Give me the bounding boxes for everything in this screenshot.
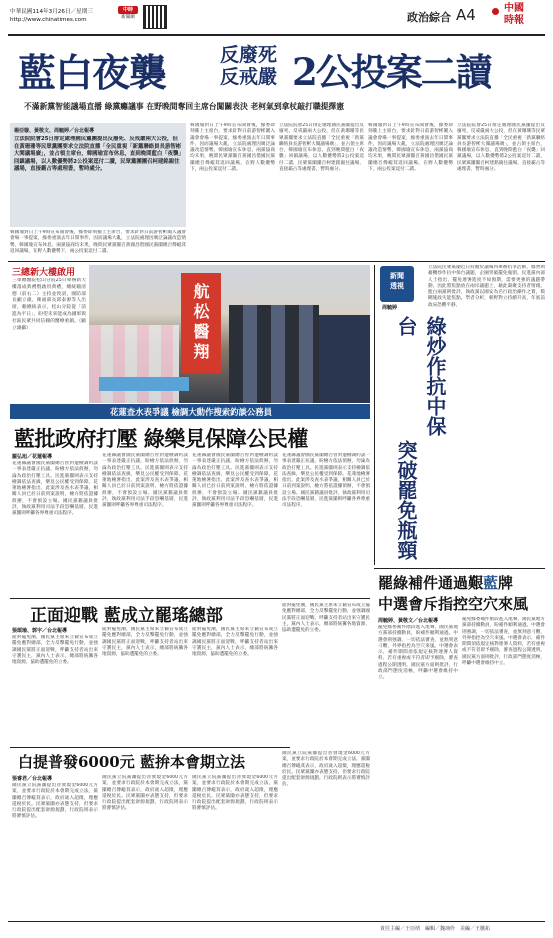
story3-byline: 張頌瑜、郭宇／台北報導	[12, 628, 68, 634]
column-tag	[380, 266, 414, 302]
story5-headline-bottom: 中選會斥指控空穴來風	[378, 595, 529, 613]
story5-headline-top	[378, 572, 513, 593]
headline-subhead: 不滿新黨智能議場直播 綠黨癱議事 在野晚間奪回主席台闖關表決 老柯氣到拿杖敲打職提擇憲	[24, 102, 345, 111]
china-times-brand-logo: 中國 時報	[504, 3, 524, 26]
column-tag-line2: 透視	[390, 282, 404, 290]
column-text: 立法院民眾黨團近日持續於議場內舉辦抗爭活動，綠營則藉機炒作抗中保台議題，企圖突破罷免瓶頸。民進黨內部人士指出，罷免連署進度不如預期，需要更強的議題帶動，因此將焦點放在兩岸議題上，藉此凝聚支持者情緒。藍白兩黨則批評，執政黨以國安為名行政治操作之實，模糊施政失能焦點。學者分析，朝野對立持續升高，年底前政局恐難平靜。	[428, 265, 545, 308]
photo-people-right	[319, 315, 370, 403]
divider-story4	[10, 747, 290, 748]
photo-crowd-left	[89, 325, 179, 403]
lede-body-text: 韓國瑜對日上午9時宣布開會後，綠委即刻衝上主席台，要求針對日前游智彬闖入議會會場一事提案，綠委重演去年日間事件，因而議場大亂，立法院處理因廣泛論議改造情勢，韓國瑜宣布休息，兩黨協商均未果，晚間民眾黨團召黃國昌偕國民黨團總召傅崐萁返回議場，在野人數優勢下，兩公投案逕付二讀。	[10, 230, 186, 254]
site-url: http://www.chinatimes.com	[10, 17, 87, 23]
main-headline	[8, 38, 545, 98]
lede-box	[10, 123, 186, 227]
photo-chairs	[99, 377, 189, 391]
story5-headline-blue: 藍	[483, 574, 499, 592]
article-main-col4: 韓國瑜對日上午9時宣布開會後，綠委即刻衝上主席台，要求針對日前游智彬闖入議會會場一事提案，綠委重演去年日間事件，因而議場大亂，立法院處理因廣泛論議改造情勢，韓國瑜宣布休息，兩黨協商均未果，晚間民眾黨團召黃國昌偕國民黨團總召傅崐萁返回議場，在野人數優勢下，兩公投案逕付二讀。	[368, 123, 453, 173]
photo-caption: 花蓮查水表爭議 檢調大動作搜索釣談公務員	[110, 407, 273, 417]
masthead-rule	[8, 34, 545, 36]
section-divider	[8, 261, 545, 262]
article-main-col5: 立法院院會25日排定處理國民黨團提出反廢死、反戒嚴兩大公投，但在黃珊珊等民眾黨團要求立法院直播「全民重視「新黨聯絡員長游智彬大閱議場廣」，並占領主席台，韓國瑜宣布休息，直到晚間藍白「夜襲」回鎮議場，以人數優勢將2公投案逕付二讀，民眾黨團團召柯建銘親往議場，直接霸占等處理書，暫時處分。	[457, 123, 545, 173]
story3-col1: 面對罷免潮，國民黨主席朱立倫宣布成立罷免應對總部，全力反擊罷免行動，並強調國民黨將正面迎戰，呼籲支持者站出來守護民主，黨內人士表示，總部將統籌各地資源，協助遭罷免的立委。	[12, 635, 98, 666]
story5-col1: 罷免綠委補件階段進入尾聲，國民黨地方黨部持續動員，盼補件順利通過。中選會則強調，一切依法審查，並無刻意刁難，外界指控為空穴來風。中選會表示，補件期間須依規定核對連署人資料，若有重複或不符者即予剔除，審查過程公開透明。國民黨方面則批評，行政部門態度消極，呼籲中選會維持中立。	[378, 625, 458, 681]
story4-col1: 國民黨立院黨團提出普發現金6000元方案，並要求行政院於本會期完成立法，黨團總召傅崐萁表示，政府歲入超徵，理應還稅於民。民眾黨團亦表態支持，但要求行政院提出配套財源規劃，行政院則表示將審慎評估。	[12, 783, 98, 820]
headline-part-right: 2公投案二讀	[292, 50, 491, 94]
lede-text: 立法院院會25日排定處理國民黨團提出反廢死、反戒嚴兩大公投，但在黃珊珊等民眾黨團要求立法院直播「全民重視「新黨聯絡員長游智彬大閱議場廣」，並占領主席台，韓國瑜宣布休息，直到晚間藍白「夜襲」回鎮議場，以人數優勢將2公投案逕付二讀，民眾黨團團召柯建銘親往議場，直接霸占等處理書，暫時處分。	[14, 136, 182, 173]
qr-code-icon	[143, 5, 167, 29]
story3-headline: 正面迎戰 藍成立罷瑤總部	[30, 606, 223, 626]
article-main-col2: 韓國瑜對日上午9時宣布開會後，綠委即刻衝上主席台，要求針對日前游智彬闖入議會會場一事提案，綠委重演去年日間事件，因而議場大亂，立法院處理因廣泛論議改造情勢，韓國瑜宣布休息，兩黨協商均未果，晚間民眾黨團召黃國昌偕國民黨團總召傅崐萁返回議場，在野人數優勢下，兩公投案逕付二讀。	[190, 123, 275, 173]
date-line: 中華民國114年3月26日／星期三	[10, 9, 93, 15]
photo-sign-text: 航松醫翔	[191, 283, 210, 363]
story2-col2: 花蓮縣議會國民黨團總召曾對遭檢調約談一事表達嚴正抗議，盼檢方依法偵辦，勿淪為政治打壓工具。民進黨團則表示支持檢調依法查緝，樂見公民權受到保障。花蓮地檢署指出，此案涉及查水表爭議，相關人員已於日前到案說明，檢方將依證據偵辦，不會預設立場。國民黨籍議員批評，執政黨利用司法手段恐嚇基層，民進黨團則呼籲各界尊重司法程序。	[102, 453, 188, 509]
logo-subtext: 新聞網	[121, 15, 135, 20]
story4-col3: 國民黨立院黨團提出普發現金6000元方案，並要求行政院於本會期完成立法，黨團總召傅崐萁表示，政府歲入超徵，理應還稅於民。民眾黨團亦表態支持，但要求行政院提出配套財源規劃，行政院則表示將審慎評估。	[192, 775, 278, 812]
footer-rule	[8, 921, 545, 922]
story4-col2: 國民黨立院黨團提出普發現金6000元方案，並要求行政院於本會期完成立法，黨團總召傅崐萁表示，政府歲入超徵，理應還稅於民。民眾黨團亦表態支持，但要求行政院提出配套財源規劃，行政院則表示將審慎評估。	[102, 775, 188, 812]
section-title: 政治綜合	[407, 11, 451, 24]
story4-byline: 張睿君／台北報導	[12, 776, 53, 782]
sidebox-title: 三總新大樓啟用	[12, 268, 76, 278]
story4-headline: 白提普發6000元 藍拚本會期立法	[18, 753, 245, 771]
page-number: A4	[456, 6, 476, 24]
column-tag-line1: 新聞	[390, 272, 404, 280]
column-author: 周毓婷	[382, 305, 398, 311]
story3-col3: 面對罷免潮，國民黨主席朱立倫宣布成立罷免應對總部，全力反擊罷免行動，並強調國民黨將正面迎戰，呼籲支持者站出來守護民主，黨內人士表示，總部將統籌各地資源，協助遭罷免的立委。	[192, 627, 278, 658]
story3-col2: 面對罷免潮，國民黨主席朱立倫宣布成立罷免應對總部，全力反擊罷免行動，並強調國民黨將正面迎戰，呼籲支持者站出來守護民主，黨內人士表示，總部將統籌各地資源，協助遭罷免的立委。	[102, 627, 188, 658]
divider-story5	[374, 568, 545, 569]
masthead	[0, 0, 553, 36]
photo-people-center	[229, 305, 319, 403]
story2-headline: 藍批政府打壓 綠樂見保障公民權	[14, 426, 308, 451]
story5-headline-a: 罷綠補件通過艱	[378, 574, 484, 592]
article-main-col3: 立法院院會25日排定處理國民黨團提出反廢死、反戒嚴兩大公投，但在黃珊珊等民眾黨團要求立法院直播「全民重視「新黨聯絡員長游智彬大閱議場廣」，並占領主席台，韓國瑜宣布休息，直到晚間藍白「夜襲」回鎮議場，以人數優勢將2公投案逕付二讀，民眾黨團團召柯建銘親往議場，直接霸占等處理書，暫時處分。	[279, 123, 364, 173]
story5-col2: 罷免綠委補件階段進入尾聲，國民黨地方黨部持續動員，盼補件順利通過。中選會則強調，一切依法審查，並無刻意刁難，外界指控為空穴來風。中選會表示，補件期間須依規定核對連署人資料，若有重複或不符者即予剔除，審查過程公開透明。國民黨方面則批評，行政部門態度消極，呼籲中選會維持中立。	[462, 617, 545, 667]
publication-mark	[492, 8, 499, 15]
story3-col4: 面對罷免潮，國民黨主席朱立倫宣布成立罷免應對總部，全力反擊罷免行動，並強調國民黨將正面迎戰，呼籲支持者站出來守護民主，黨內人士表示，總部將統籌各地資源，協助遭罷免的立委。	[282, 603, 370, 634]
story2-col1: 花蓮縣議會國民黨團總召曾對遭檢調約談一事表達嚴正抗議，盼檢方依法偵辦，勿淪為政治打壓工具。民進黨團則表示支持檢調依法查緝，樂見公民權受到保障。花蓮地檢署指出，此案涉及查水表爭議，相關人員已於日前到案說明，檢方將依證據偵辦，不會預設立場。國民黨籍議員批評，執政黨利用司法手段恐嚇基層，民進黨團則呼籲各界尊重司法程序。	[12, 461, 98, 517]
column-headline-top: 綠炒作抗中保台	[394, 316, 447, 436]
headline-part-mid-bottom: 反戒嚴	[220, 66, 278, 88]
story2-byline: 羅弘旭／花蓮報導	[12, 454, 53, 460]
lede-byline: 楊亞璇、黃敬文、周毓婷／台北報導	[14, 128, 95, 134]
story5-byline: 周毓婷、黃敬文／台北報導	[378, 618, 439, 624]
headline-part-left: 藍白夜襲	[18, 50, 167, 95]
chinatimes-news-logo	[118, 6, 138, 26]
headline-part-mid-top: 反廢死	[220, 44, 278, 66]
news-photo	[89, 265, 370, 403]
story4-col4: 國民黨立院黨團提出普發現金6000元方案，並要求行政院於本會期完成立法，黨團總召傅崐萁表示，政府歲入超徵，理應還稅於民。民眾黨團亦表態支持，但要求行政院提出配套財源規劃，行政院則表示將審慎評估。	[282, 751, 370, 788]
story5-headline-c: 牌	[498, 574, 514, 592]
sidebox-text: 三軍總醫院松山分院25日舉辦新大樓落成典禮暨啟用典禮，總統賴清德（前右二）主持並致詞，國防部長顧立雄、衛福部長邱泰源等人出席，賴總統表示，松山分院從「前進為平日」，盼望未來能成為國軍與社區民眾共同信賴的醫療重鎮。（顧立雄攝）	[12, 278, 86, 331]
story2-col3: 花蓮縣議會國民黨團總召曾對遭檢調約談一事表達嚴正抗議，盼檢方依法偵辦，勿淪為政治打壓工具。民進黨團則表示支持檢調依法查緝，樂見公民權受到保障。花蓮地檢署指出，此案涉及查水表爭議，相關人員已於日前到案說明，檢方將依證據偵辦，不會預設立場。國民黨籍議員批評，執政黨利用司法手段恐嚇基層，民進黨團則呼籲各界尊重司法程序。	[192, 453, 278, 509]
footer-credits: 責任主編／王亞靖 編輯／魏翊伶 美編／王騰拓	[380, 926, 491, 932]
logo-badge: 中時	[118, 6, 138, 14]
divider-story3	[10, 598, 370, 599]
right-column-rule	[374, 265, 375, 565]
story2-col4: 花蓮縣議會國民黨團總召曾對遭檢調約談一事表達嚴正抗議，盼檢方依法偵辦，勿淪為政治打壓工具。民進黨團則表示支持檢調依法查緝，樂見公民權受到保障。花蓮地檢署指出，此案涉及查水表爭議，相關人員已於日前到案說明，檢方將依證據偵辦，不會預設立場。國民黨籍議員批評，執政黨利用司法手段恐嚇基層，民進黨團則呼籲各界尊重司法程序。	[282, 453, 370, 509]
column-headline-bottom: 突破罷免瓶頸	[394, 440, 418, 560]
